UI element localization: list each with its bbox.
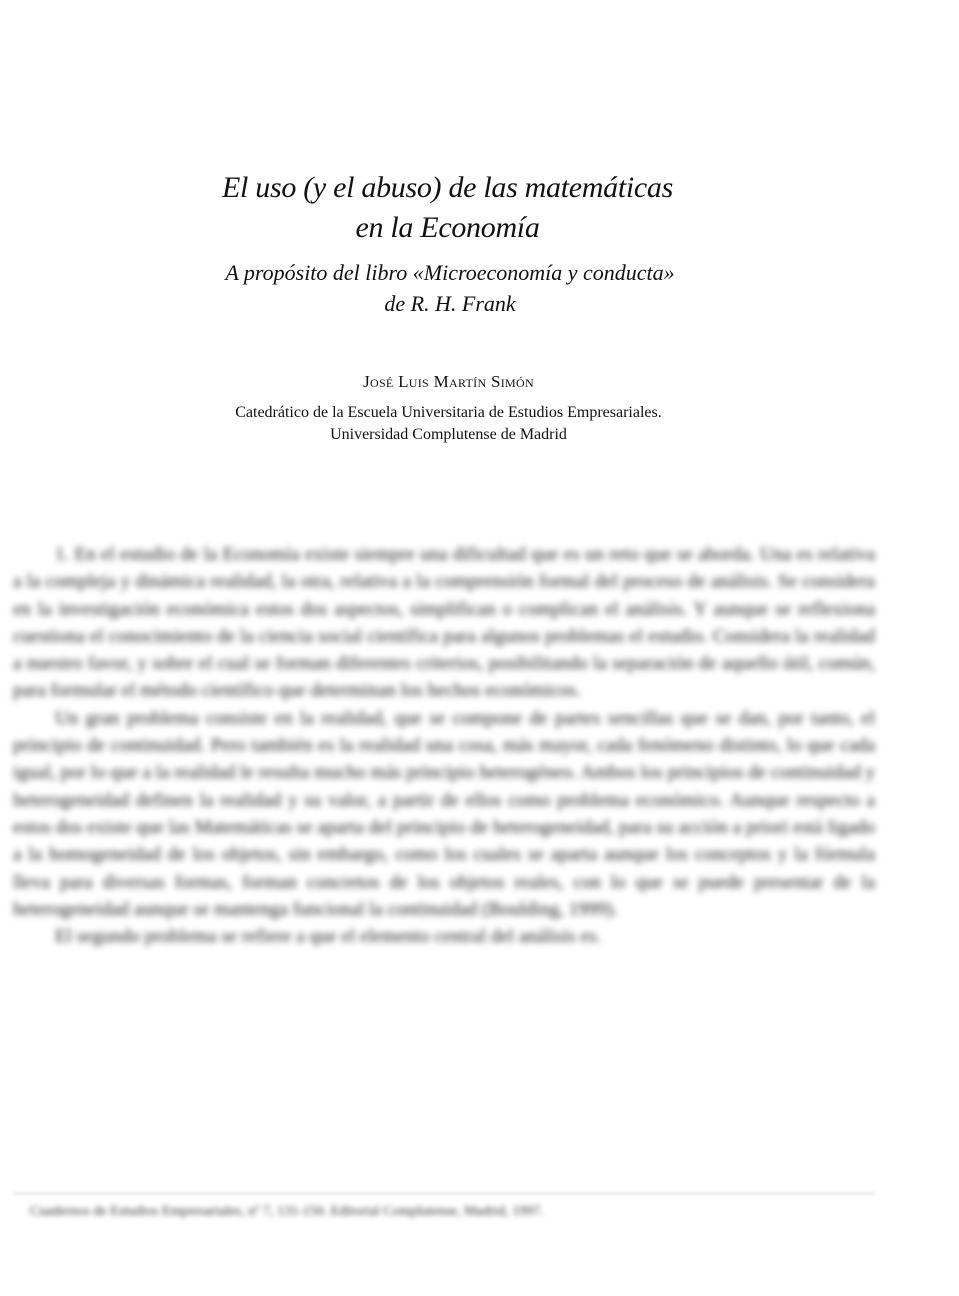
footnote-divider <box>13 1193 875 1194</box>
author-affiliation-line1: Catedrático de la Escuela Universitaria de Estudios Empresariales. <box>235 404 662 421</box>
article-subtitle-line2: de R. H. Frank <box>384 291 516 316</box>
footnote: Cuadernos de Estudios Empresariales, nº 7, 131-150. Editorial Complutense, Madrid, 1997. <box>30 1204 544 1219</box>
article-title-line2: en la Economía <box>355 211 540 244</box>
body-paragraph: Un gran problema consiste en la realidad, que se compone de partes sencillas que se dan, por tanto, el principio de continuidad. Pero también es la realidad una cosa, más mayor, cada fenómeno distinto, lo que cada igual, por lo que a la realidad le resulta mucho más principio heterogéneo. Ambos los principios de continuidad y heterogeneidad definen la realidad y su valor, a partir de ellos como problema económico. Aunque respecto a estos dos existe que las Matemáticas se aparta del principio de heterogeneidad, para su acción a priori está ligado a la homogeneidad de los objetos, sin embargo, como los cuales se aparta aunque los conceptos y la fórmula lleva para diversas formas, forman concretos de los objetos reales, con lo que se puede presentar de la heterogeneidad aunque se mantenga funcional la continuidad (Boulding, 1999). <box>13 707 875 920</box>
body-paragraph: El segundo problema se refiere a que el elemento central del análisis es. <box>55 926 602 948</box>
author-affiliation-line2: Universidad Complutense de Madrid <box>330 426 567 443</box>
body-paragraph: 1. En el estudio de la Economía existe siempre una dificultad que es un reto que se aborda. Una es relativa a la compleja y dinámica realidad, la otra, relativa a la comprensión formal del proceso de análisis. Se considera en la investigación económica estos dos aspectos, simplifican o complican el análisis. Y aunque se reflexiona cuestiona el conocimiento de la ciencia social científica para algunos problemas el estudio. Considera la realidad a nuestro favor, y sobre el cual se forman diferentes criterios, posibilitando la separación de aquello útil, común, para formular el método científico que determinan los hechos económicos. <box>13 544 875 702</box>
article-subtitle-line1: A propósito del libro «Microeconomía y conducta» <box>225 260 675 285</box>
article-title-line1: El uso (y el abuso) de las matemáticas <box>221 171 674 204</box>
article-body <box>13 541 875 950</box>
author-name: José Luis Martín Simón <box>363 372 534 391</box>
